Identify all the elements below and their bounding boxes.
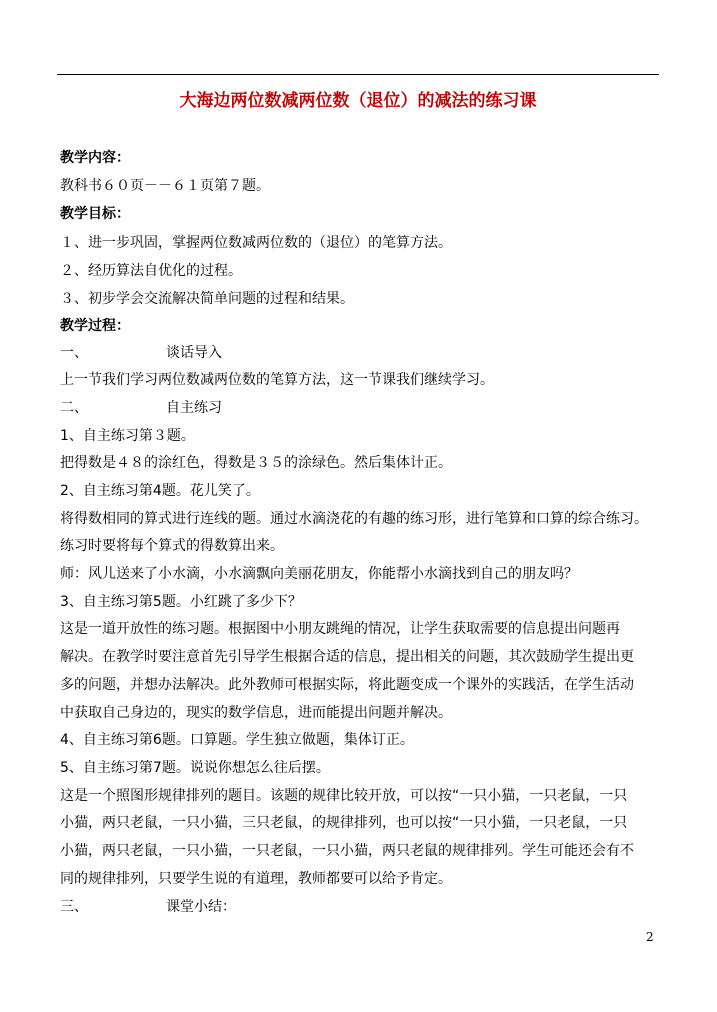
body-line: 中获取自己身边的，现实的数学信息，进而能提出问题并解决。 (60, 705, 452, 721)
goal-item: １、进一步巩固，掌握两位数减两位数的（退位）的笔算方法。 (60, 235, 452, 251)
process-heading: 教学过程： (60, 318, 130, 334)
section-heading (60, 343, 222, 363)
body-line: 将得数相同的算式进行连线的题。通过水滴浇花的有趣的练习形，进行笔算和口算的综合练习。 (60, 511, 648, 527)
content-heading: 教学内容： (60, 150, 130, 166)
section-heading (60, 398, 222, 418)
body-line: 这是一道开放性的练习题。根据图中小朋友跳绳的情况，让学生获取需要的信息提出问题再 (60, 621, 620, 637)
section-number: 三、 (60, 899, 88, 915)
section-number: 二、 (60, 400, 88, 416)
body-line: 5、自主练习第7题。说说你想怎么往后摆。 (60, 760, 330, 776)
body-line: 小猫，两只老鼠，一只小猫，三只老鼠，的规律排列，也可以按“一只小猫，一只老鼠，一只 (60, 815, 628, 831)
body-line: 小猫，两只老鼠，一只小猫，一只老鼠，一只小猫，两只老鼠的规律排列。学生可能还会有不 (60, 843, 634, 859)
goal-item: ２、经历算法自优化的过程。 (60, 263, 242, 279)
section-heading (60, 897, 236, 917)
section-number: 一、 (60, 345, 88, 361)
body-line: 3、自主练习第5题。小红跳了多少下？ (60, 594, 302, 610)
section-title: 谈话导入 (166, 345, 222, 361)
body-line: 把得数是４８的涂红色，得数是３５的涂绿色。然后集体计正。 (60, 455, 452, 471)
body-line: 同的规律排列，只要学生说的有道理，教师都要可以给予肯定。 (60, 871, 452, 887)
body-line: 练习时要将每个算式的得数算出来。 (60, 538, 284, 554)
body-line: 1、自主练习第３题。 (60, 428, 195, 444)
body-line: 多的问题，并想办法解决。此外教师可根据实际，将此题变成一个课外的实践活，在学生活动 (60, 677, 634, 693)
document-title: 大海边两位数减两位数（退位）的减法的练习课 (179, 91, 537, 111)
section-title: 自主练习 (166, 400, 222, 416)
body-line: 上一节我们学习两位数减两位数的笔算方法，这一节课我们继续学习。 (60, 372, 494, 388)
section-title: 课堂小结： (166, 899, 236, 915)
body-line: 这是一个照图形规律排列的题目。该题的规律比较开放，可以按“一只小猫，一只老鼠，一只 (60, 788, 628, 804)
body-line: 2、自主练习第4题。花儿笑了。 (60, 483, 260, 499)
body-line: 解决。在教学时要注意首先引导学生根据合适的信息，提出相关的问题，其次鼓励学生提出更 (60, 649, 634, 665)
body-line: 师：风儿送来了小水滴，小水滴飘向美丽花朋友，你能帮小水滴找到自己的朋友吗？ (60, 566, 578, 582)
body-line: 4、自主练习第6题。口算题。学生独立做题，集体订正。 (60, 732, 414, 748)
goals-heading: 教学目标： (60, 206, 130, 222)
header-rule (57, 74, 659, 75)
content-text: 教科书６０页－－６１页第７题。 (60, 178, 270, 194)
page-number: 2 (646, 930, 654, 944)
goal-item: ３、初步学会交流解决简单问题的过程和结果。 (60, 291, 354, 307)
